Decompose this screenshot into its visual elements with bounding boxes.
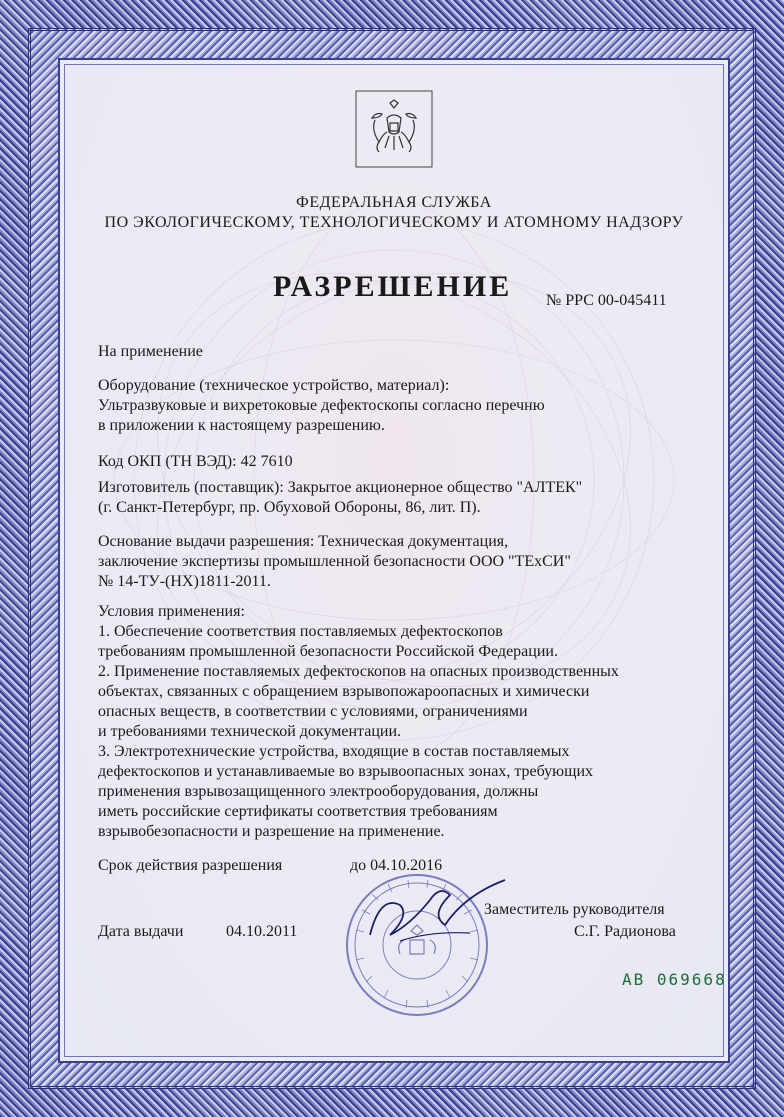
- equipment-line: Оборудование (техническое устройство, материал):: [98, 377, 450, 394]
- russian-coat-of-arms-icon: [355, 90, 433, 168]
- conditions-line: требованиям промышленной безопасности Российской Федерации.: [98, 643, 558, 660]
- equipment-line: Ультразвуковые и вихретоковые дефектоскопы согласно перечню: [98, 397, 545, 414]
- conditions-line: применения взрывозащищенного электрооборудования, должны: [98, 783, 539, 800]
- document-title: РАЗРЕШЕНИЕ: [273, 270, 513, 303]
- purpose-text: На применение: [98, 343, 203, 360]
- document-number: № РРС 00-045411: [546, 292, 667, 309]
- validity-label: Срок действия разрешения: [98, 857, 283, 874]
- conditions-line: и требованиями технической документации.: [98, 723, 402, 740]
- conditions-line: взрывобезопасности и разрешение на применение.: [98, 823, 445, 840]
- manufacturer-line: (г. Санкт-Петербург, пр. Обуховой Обороны, 86, лит. П).: [98, 499, 481, 516]
- conditions-line: объектах, связанных с обращением взрывопожароопасных и химически: [98, 683, 590, 700]
- conditions-line: 2. Применение поставляемых дефектоскопов на опасных производственных: [98, 663, 619, 680]
- equipment-line: в приложении к настоящему разрешению.: [98, 417, 385, 434]
- conditions-line: опасных веществ, в соответствии с условиями, ограничениями: [98, 703, 528, 720]
- manufacturer-line: Изготовитель (поставщик): Закрытое акционерное общество "АЛТЕК": [98, 479, 583, 496]
- issue-date-label: Дата выдачи: [98, 923, 184, 940]
- conditions-line: иметь российские сертификаты соответствия требованиям: [98, 803, 498, 820]
- conditions-line: Условия применения:: [98, 603, 245, 620]
- certificate-paper: [58, 58, 730, 1063]
- signatory-title: Заместитель руководителя: [484, 901, 665, 918]
- conditions-line: дефектоскопов и устанавливаемые во взрывоопасных зонах, требующих: [98, 763, 593, 780]
- basis-line: заключение экспертизы промышленной безопасности ООО "ТЕхСИ": [98, 553, 571, 570]
- okp-code: Код ОКП (ТН ВЭД): 42 7610: [98, 453, 293, 470]
- handwritten-signature: [360, 875, 520, 955]
- serial-number: АВ 069668: [622, 970, 727, 989]
- agency-name-line1: ФЕДЕРАЛЬНАЯ СЛУЖБА: [296, 194, 492, 211]
- conditions-line: 1. Обеспечение соответствия поставляемых дефектоскопов: [98, 623, 503, 640]
- basis-line: № 14-ТУ-(НХ)1811-2011.: [98, 573, 271, 590]
- validity-value: до 04.10.2016: [350, 857, 443, 874]
- signatory-name: С.Г. Радионова: [574, 923, 676, 940]
- issue-date-value: 04.10.2011: [226, 923, 298, 940]
- conditions-line: 3. Электротехнические устройства, входящие в состав поставляемых: [98, 743, 570, 760]
- basis-line: Основание выдачи разрешения: Техническая документация,: [98, 533, 509, 550]
- agency-name-line2: ПО ЭКОЛОГИЧЕСКОМУ, ТЕХНОЛОГИЧЕСКОМУ И АТОМНОМУ НАДЗОРУ: [104, 214, 684, 231]
